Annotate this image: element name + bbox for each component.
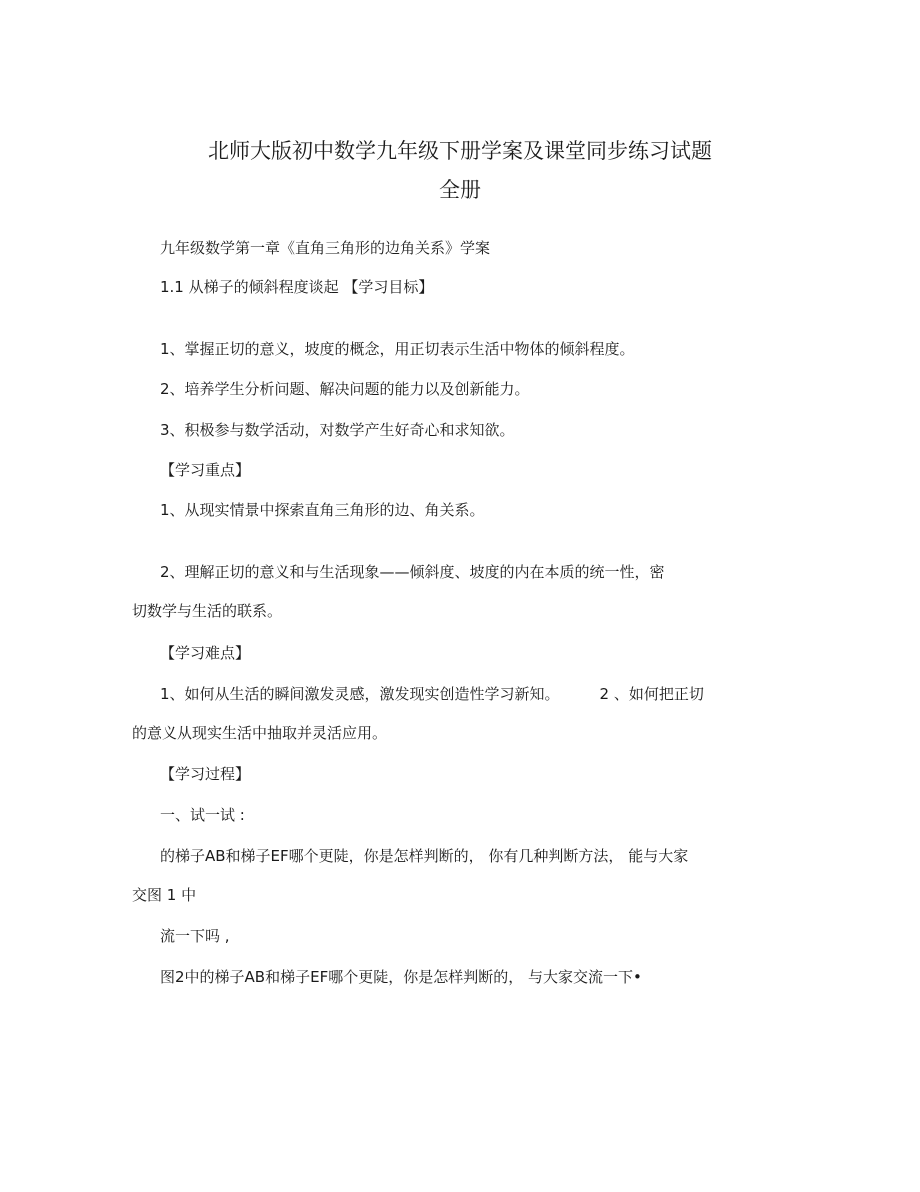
paragraph-line: 交图 1 中	[132, 886, 197, 904]
try-heading: 一、试一试 :	[160, 806, 245, 824]
document-title: 北师大版初中数学九年级下册学案及课堂同步练习试题	[208, 139, 712, 163]
difficulty-item	[160, 685, 704, 703]
key-point-item: 2、理解正切的意义和与生活现象——倾斜度、坡度的内在本质的统一性，密	[160, 563, 665, 581]
chapter-heading: 九年级数学第一章《直角三角形的边角关系》学案	[160, 239, 491, 257]
goal-item: 2、培养学生分析问题、解决问题的能力以及创新能力。	[160, 380, 530, 398]
document-title-line2: 全册	[439, 178, 481, 202]
key-point-item: 1、从现实情景中探索直角三角形的边、角关系。	[160, 501, 485, 519]
goal-item: 3、积极参与数学活动，对数学产生好奇心和求知欲。	[160, 421, 515, 439]
difficulty-item-continued: 的意义从现实生活中抽取并灵活应用。	[132, 724, 388, 742]
key-point-item-continued: 切数学与生活的联系。	[132, 602, 283, 620]
difficulties-heading: 【学习难点】	[160, 644, 251, 662]
key-points-heading: 【学习重点】	[160, 461, 251, 479]
paragraph-line: 图2中的梯子AB和梯子EF哪个更陡，你是怎样判断的， 与大家交流一下•	[160, 968, 642, 986]
difficulty-item-2: 2 、如何把正切	[599, 685, 704, 703]
goal-item: 1、掌握正切的意义，坡度的概念，用正切表示生活中物体的倾斜程度。	[160, 340, 635, 358]
difficulty-item-1: 1、如何从生活的瞬间激发灵感，激发现实创造性学习新知。	[160, 685, 560, 703]
process-heading: 【学习过程】	[160, 765, 251, 783]
paragraph-line: 的梯子AB和梯子EF哪个更陡，你是怎样判断的， 你有几种判断方法， 能与大家	[160, 847, 689, 865]
paragraph-line: 流一下吗 ,	[160, 927, 230, 945]
section-heading: 1.1 从梯子的倾斜程度谈起 【学习目标】	[160, 278, 434, 296]
